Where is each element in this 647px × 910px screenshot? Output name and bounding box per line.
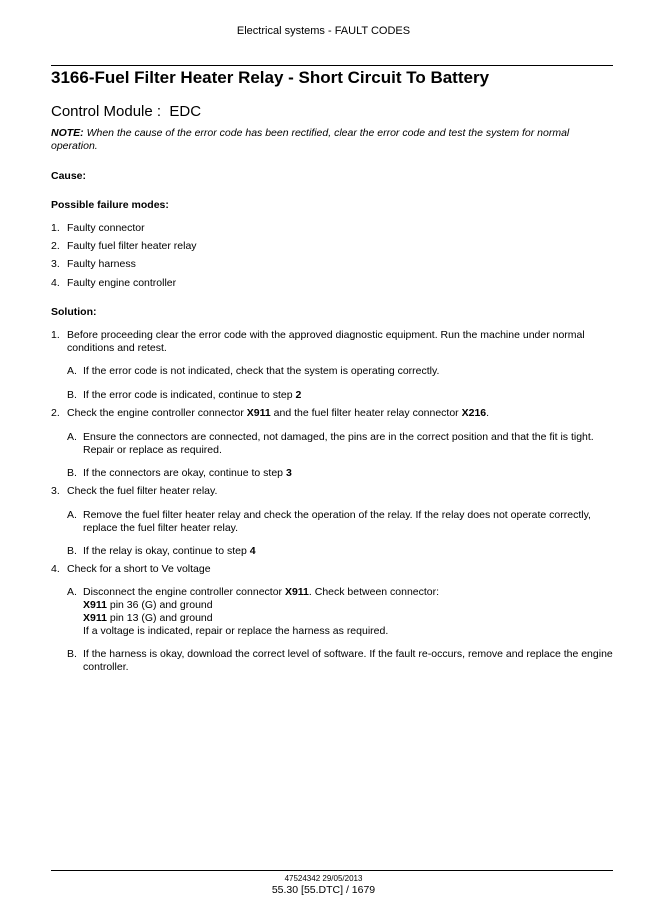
substep-letter: A.	[67, 509, 77, 521]
list-number: 4.	[51, 277, 60, 289]
step-number: 2.	[51, 407, 60, 419]
list-number: 3.	[51, 258, 60, 270]
step-text-part: Check the engine controller connector	[67, 407, 247, 419]
substep-text: If the error code is not indicated, check that the system is operating correctly.	[83, 365, 440, 377]
step-text-part: and the fuel filter heater relay connector	[270, 407, 462, 419]
substep-text	[83, 586, 616, 638]
substep-letter: B.	[67, 467, 77, 479]
footer-page-number: 55.30 [55.DTC] / 1679	[271, 884, 376, 896]
note-label: NOTE:	[51, 127, 84, 139]
step-text: Before proceeding clear the error code with the approved diagnostic equipment. Run the machine under normal conditions and retest.	[67, 329, 585, 354]
step-text: Check for a short to Ve voltage	[67, 563, 211, 575]
substep-letter: B.	[67, 648, 77, 660]
step-text	[67, 407, 616, 420]
failure-modes-heading: Possible failure modes:	[51, 199, 169, 211]
step-number: 4.	[51, 563, 60, 575]
substep-text: Ensure the connectors are connected, not damaged, the pins are in the correct position and that the fit is tight. Repair or replace as required.	[83, 431, 594, 456]
list-text: Faulty connector	[67, 222, 145, 234]
control-module-heading	[51, 103, 201, 120]
control-module-label: Control Module :	[51, 103, 162, 120]
step-number: 3.	[51, 485, 60, 497]
substep-text-part: . Check between connector:	[308, 586, 440, 598]
connector-code: X911	[83, 599, 107, 611]
substep-text: If the harness is okay, download the correct level of software. If the fault re-occurs, remove and replace the engine controller.	[83, 648, 613, 673]
substep-text	[83, 389, 616, 402]
substep-text-part: If the relay is okay, continue to step	[83, 545, 250, 557]
substep-text-part: If the error code is indicated, continue to step	[83, 389, 296, 401]
page-title: 3166-Fuel Filter Heater Relay - Short Circuit To Battery	[51, 68, 490, 87]
solution-heading: Solution:	[51, 306, 97, 318]
control-module-value: EDC	[169, 103, 202, 120]
list-text: Faulty engine controller	[67, 277, 177, 289]
substep-letter: A.	[67, 365, 77, 377]
connector-code: X911	[83, 612, 107, 624]
substep-letter: B.	[67, 545, 77, 557]
footer-doc-id: 47524342 29/05/2013	[284, 874, 363, 883]
step-reference: 4	[249, 545, 256, 557]
list-text: Faulty fuel filter heater relay	[67, 240, 197, 252]
substep-letter: A.	[67, 586, 77, 598]
note	[51, 127, 616, 153]
substep-text	[83, 467, 616, 480]
step-text-part: .	[486, 407, 490, 419]
list-number: 2.	[51, 240, 60, 252]
substep-text-part: pin 13 (G) and ground	[106, 612, 213, 624]
list-text: Faulty harness	[67, 258, 136, 270]
header-rule	[51, 65, 613, 66]
step-reference: 3	[285, 467, 292, 479]
connector-code: X911	[246, 407, 271, 419]
step-number: 1.	[51, 329, 60, 341]
list-number: 1.	[51, 222, 60, 234]
substep-text-part: pin 36 (G) and ground	[106, 599, 213, 611]
substep-text-part: If the connectors are okay, continue to step	[83, 467, 286, 479]
substep-letter: B.	[67, 389, 77, 401]
cause-heading: Cause:	[51, 170, 87, 182]
substep-text	[83, 545, 616, 558]
footer-rule	[51, 870, 613, 871]
connector-code: X911	[284, 586, 309, 598]
substep-text: Remove the fuel filter heater relay and check the operation of the relay. If the relay does not operate correctly, replace the fuel filter heater relay.	[83, 509, 591, 534]
connector-code: X216	[461, 407, 487, 419]
step-reference: 2	[295, 389, 302, 401]
note-text: When the cause of the error code has been rectified, clear the error code and test the system for normal operation.	[51, 127, 570, 152]
substep-text-part: If a voltage is indicated, repair or replace the harness as required.	[83, 625, 389, 637]
substep-text-part: Disconnect the engine controller connector	[83, 586, 285, 598]
step-text: Check the fuel filter heater relay.	[67, 485, 218, 497]
substep-letter: A.	[67, 431, 77, 443]
page-header: Electrical systems - FAULT CODES	[236, 25, 411, 37]
